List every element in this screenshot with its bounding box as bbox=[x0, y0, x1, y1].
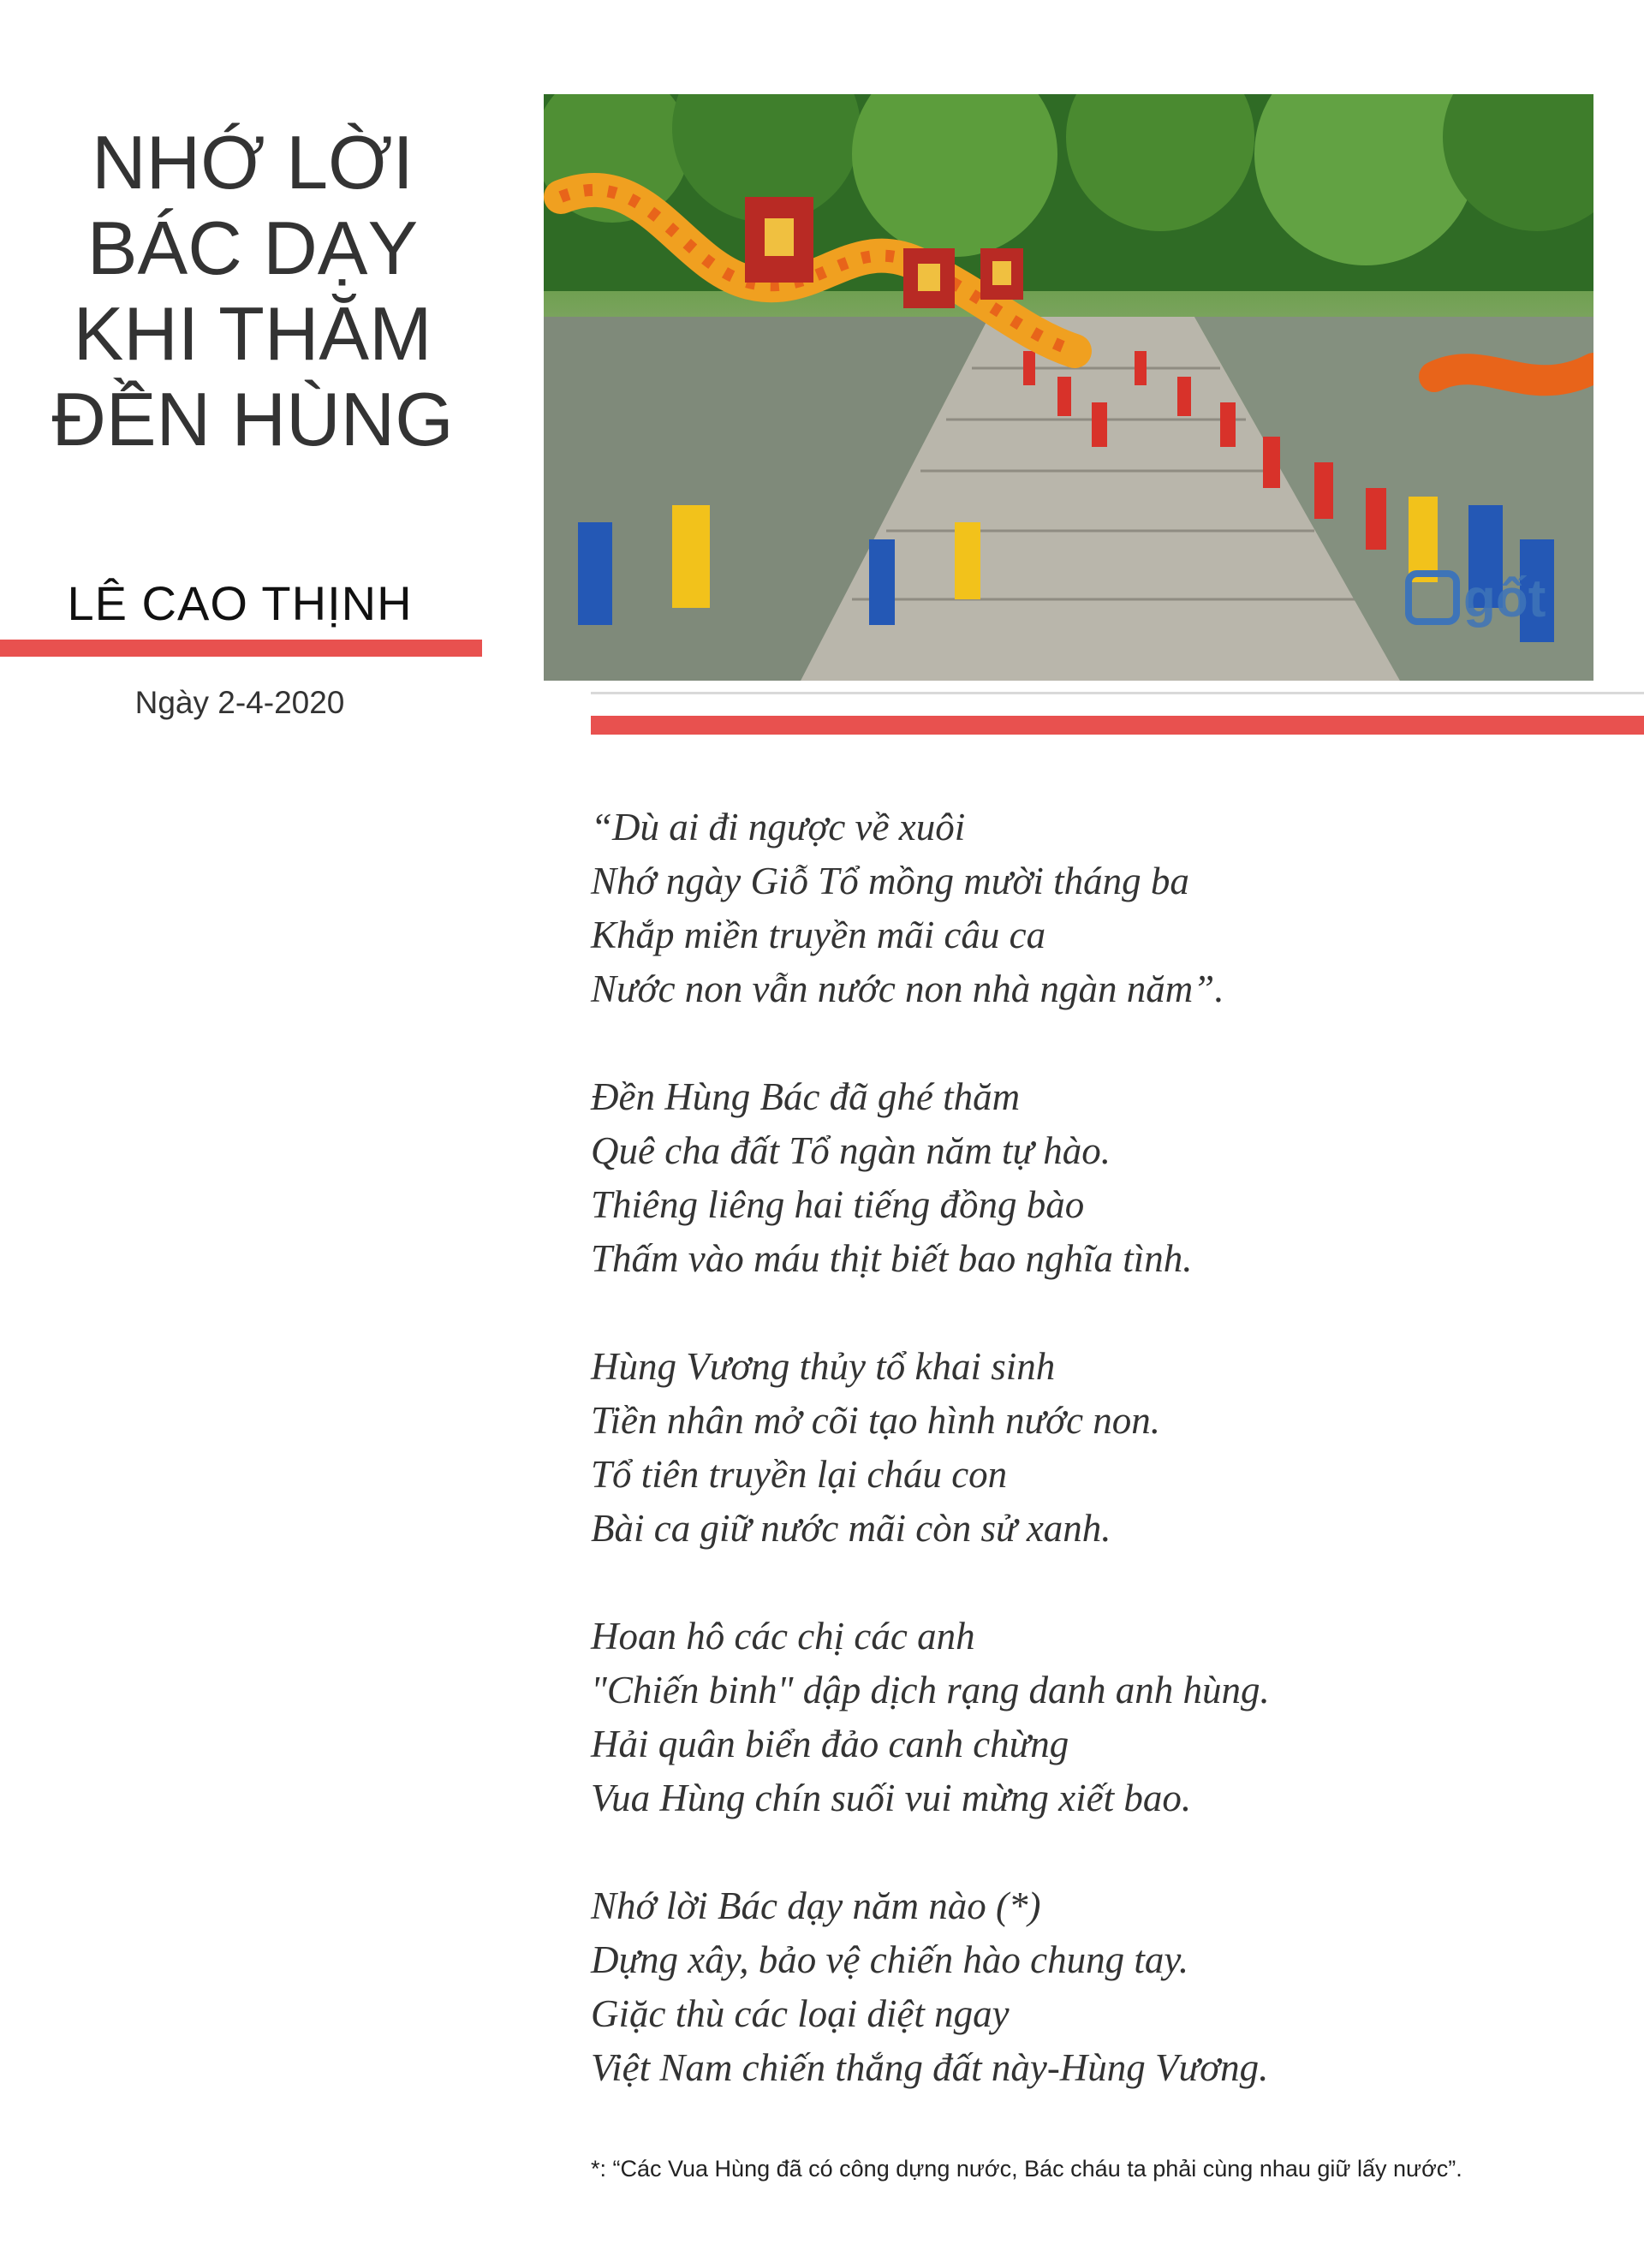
accent-bar-left bbox=[0, 640, 482, 657]
title-line: ĐỀN HÙNG bbox=[51, 377, 454, 461]
divider-line bbox=[591, 692, 1644, 694]
poem-stanza bbox=[591, 1879, 1618, 2095]
poem-line: Hải quân biển đảo canh chừng bbox=[591, 1723, 1069, 1765]
poem-line: Hoan hô các chị các anh bbox=[591, 1615, 975, 1658]
author-name: LÊ CAO THỊNH bbox=[67, 576, 413, 630]
poem-body bbox=[591, 801, 1618, 2149]
title-line: KHI THĂM bbox=[73, 291, 432, 376]
poem-line: Nước non vẫn nước non nhà ngàn năm”. bbox=[591, 967, 1224, 1010]
accent-bar-right bbox=[591, 716, 1644, 735]
poem-line: Tổ tiên truyền lại cháu con bbox=[591, 1453, 1008, 1496]
festival-photo bbox=[544, 94, 1593, 681]
poem-line: Nhớ ngày Giỗ Tổ mồng mười tháng ba bbox=[591, 860, 1189, 902]
poem-date: Ngày 2-4-2020 bbox=[134, 685, 345, 720]
poem-line: Bài ca giữ nước mãi còn sử xanh. bbox=[591, 1507, 1111, 1550]
poem-line: Đền Hùng Bác đã ghé thăm bbox=[591, 1075, 1021, 1118]
poem-line: Thấm vào máu thịt biết bao nghĩa tình. bbox=[591, 1237, 1193, 1280]
poem-line: Vua Hùng chín suối vui mừng xiết bao. bbox=[591, 1777, 1192, 1819]
poem-line: Giặc thù các loại diệt ngay bbox=[591, 1992, 1010, 2035]
poem-line: “Dù ai đi ngược về xuôi bbox=[591, 806, 966, 848]
footnote: *: “Các Vua Hùng đã có công dựng nước, Bác cháu ta phải cùng nhau giữ lấy nước”. bbox=[591, 2156, 1462, 2182]
festival-photo-illustration bbox=[544, 94, 1593, 681]
poem-stanza bbox=[591, 1070, 1618, 1286]
title-line: BÁC DẠY bbox=[86, 205, 419, 290]
poem-line: Thiêng liêng hai tiếng đồng bào bbox=[591, 1183, 1085, 1226]
poem-line: Tiền nhân mở cõi tạo hình nước non. bbox=[591, 1399, 1161, 1442]
poem-stanza bbox=[591, 1340, 1618, 1556]
poem-line: Quê cha đất Tổ ngàn năm tự hào. bbox=[591, 1129, 1111, 1172]
poem-stanza bbox=[591, 801, 1618, 1016]
svg-text:gốt: gốt bbox=[1463, 569, 1546, 628]
poem-title bbox=[0, 120, 505, 462]
poem-line: Khắp miền truyền mãi câu ca bbox=[591, 914, 1046, 956]
poem-line: Dựng xây, bảo vệ chiến hào chung tay. bbox=[591, 1938, 1189, 1981]
poem-line: Nhớ lời Bác dạy năm nào (*) bbox=[591, 1884, 1041, 1927]
title-line: NHỚ LỜI bbox=[92, 120, 414, 205]
poem-line: Hùng Vương thủy tổ khai sinh bbox=[591, 1345, 1056, 1388]
poem-stanza bbox=[591, 1610, 1618, 1825]
poem-line: Việt Nam chiến thắng đất này-Hùng Vương. bbox=[591, 2046, 1269, 2089]
poem-line: "Chiến binh" dập dịch rạng danh anh hùng. bbox=[591, 1669, 1270, 1711]
